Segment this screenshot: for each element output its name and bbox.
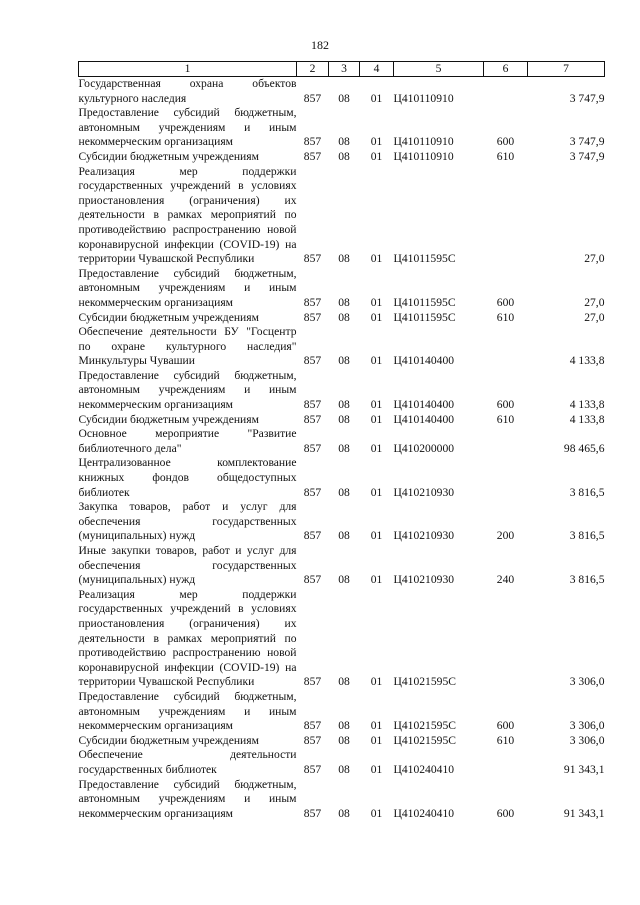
row-section: 08 [338,573,350,587]
row-target-article: Ц410210930 [393,573,455,587]
row-subsection: 01 [370,398,383,412]
table-header [79,62,605,77]
table-row [79,427,605,456]
row-target-article: Ц410210930 [393,529,455,543]
row-section: 08 [338,719,350,733]
row-admin-code: 857 [303,398,322,412]
budget-table [78,61,605,821]
row-section: 08 [338,149,350,163]
header-col-7: 7 [528,62,605,77]
row-name: Закупка товаров, работ и услуг для обеспечения государственных (муниципальных) нужд [78,500,297,543]
row-admin-code: 857 [303,529,322,543]
header-col-4: 4 [360,62,394,77]
row-section: 08 [338,91,350,105]
row-name: Субсидии бюджетным учреждениям [78,412,259,426]
row-target-article: Ц410110910 [393,91,454,105]
row-target-article: Ц41011595С [393,310,456,324]
row-amount: 98 465,6 [563,441,605,455]
row-expense-type: 600 [496,135,515,149]
row-subsection: 01 [370,310,383,324]
table-row [79,690,605,734]
row-subsection: 01 [370,252,383,266]
row-expense-type: 240 [496,573,515,587]
row-admin-code: 857 [303,135,322,149]
row-amount: 27,0 [584,310,605,324]
row-admin-code: 857 [303,295,322,309]
row-subsection: 01 [370,441,383,455]
row-target-article: Ц410240410 [393,762,455,776]
row-admin-code: 857 [303,149,322,163]
row-section: 08 [338,310,350,324]
row-subsection: 01 [370,733,383,747]
row-target-article: Ц41021595С [393,675,456,689]
row-expense-type [484,77,528,107]
row-section: 08 [338,529,350,543]
row-target-article: Ц410200000 [393,441,455,455]
row-expense-type: 600 [496,806,515,820]
table-row [79,165,605,267]
row-admin-code: 857 [303,675,322,689]
row-subsection: 01 [370,719,383,733]
table-row [79,150,605,165]
row-admin-code: 857 [303,762,322,776]
row-name: Предоставление субсидий бюджетным, автономным учреждениям и иным некоммерческим организациям [78,106,297,149]
row-expense-type: 610 [496,733,515,747]
row-amount: 91 343,1 [563,762,605,776]
row-subsection: 01 [370,295,383,309]
row-admin-code: 857 [303,485,322,499]
row-section: 08 [338,252,350,266]
row-subsection: 01 [370,354,383,368]
row-amount: 91 343,1 [563,806,605,820]
row-subsection: 01 [370,529,383,543]
row-name: Государственная охрана объектов культурного наследия [78,77,297,105]
table-row [79,778,605,822]
table-row [79,588,605,690]
row-target-article: Ц410140400 [393,354,455,368]
page-number: 182 [311,38,329,52]
table-row [79,413,605,428]
row-target-article: Ц41011595С [393,295,456,309]
row-target-article: Ц410210930 [393,485,455,499]
row-expense-type: 610 [496,310,515,324]
row-name: Иные закупки товаров, работ и услуг для обеспечения государственных (муниципальных) нужд [78,544,297,587]
row-expense-type: 600 [496,719,515,733]
row-amount: 3 816,5 [569,485,605,499]
row-amount: 3 747,9 [569,91,605,105]
row-name: Предоставление субсидий бюджетным, автономным учреждениям и иным некоммерческим организациям [78,777,297,820]
row-admin-code: 857 [303,733,322,747]
row-expense-type: 610 [496,149,515,163]
table-row [79,734,605,749]
header-col-6: 6 [484,62,528,77]
row-section: 08 [338,295,350,309]
row-amount: 3 747,9 [569,149,605,163]
row-name: Предоставление субсидий бюджетным, автономным учреждениям и иным некоммерческим организациям [78,266,297,309]
row-expense-type [484,456,528,500]
table-row [79,77,605,107]
row-target-article: Ц41021595С [393,733,456,747]
row-section: 08 [338,412,350,426]
table-row [79,325,605,369]
row-name: Реализация мер поддержки государственных учреждений в условиях приостановления (ограничения) их деятельности в рамках мероприятий по противодействию распространению новой коронавирусной инфекции (COVID-19) на территории Чувашской Республики [78,164,297,266]
row-subsection: 01 [370,412,383,426]
row-amount: 4 133,8 [569,412,605,426]
row-name: Основное мероприятие "Развитие библиотечного дела" [78,427,297,455]
row-expense-type [484,588,528,690]
row-expense-type: 610 [496,412,515,426]
row-target-article: Ц410140400 [393,412,455,426]
row-expense-type: 600 [496,295,515,309]
row-admin-code: 857 [303,806,322,820]
row-admin-code: 857 [303,354,322,368]
row-target-article: Ц41011595С [393,252,456,266]
row-expense-type [484,325,528,369]
row-expense-type: 600 [496,398,515,412]
row-subsection: 01 [370,149,383,163]
row-section: 08 [338,806,350,820]
row-name: Реализация мер поддержки государственных учреждений в условиях приостановления (ограничения) их деятельности в рамках мероприятий по противодействию распространению новой коронавирусной инфекции (COVID-19) на территории Чувашской Республики [78,587,297,689]
row-expense-type: 200 [496,529,515,543]
table-row [79,748,605,777]
row-expense-type [484,427,528,456]
row-admin-code: 857 [303,252,322,266]
table-row [79,369,605,413]
row-name: Предоставление субсидий бюджетным, автономным учреждениям и иным некоммерческим организациям [78,368,297,412]
row-amount: 3 816,5 [569,529,605,543]
table-row [79,311,605,326]
row-name: Централизованное комплектование книжных фондов общедоступных библиотек [78,456,297,499]
row-subsection: 01 [370,485,383,499]
row-section: 08 [338,762,350,776]
row-admin-code: 857 [303,573,322,587]
row-name: Субсидии бюджетным учреждениям [78,149,259,163]
row-target-article: Ц410140400 [393,398,455,412]
row-amount: 3 747,9 [569,135,605,149]
row-amount: 3 816,5 [569,573,605,587]
row-target-article: Ц410110910 [393,149,454,163]
row-subsection: 01 [370,91,383,105]
row-subsection: 01 [370,675,383,689]
row-section: 08 [338,398,350,412]
row-admin-code: 857 [303,310,322,324]
row-section: 08 [338,733,350,747]
table-row [79,106,605,150]
row-amount: 4 133,8 [569,354,605,368]
row-admin-code: 857 [303,412,322,426]
row-section: 08 [338,441,350,455]
row-section: 08 [338,485,350,499]
row-expense-type [484,165,528,267]
row-amount: 3 306,0 [569,733,605,747]
row-section: 08 [338,135,350,149]
row-admin-code: 857 [303,91,322,105]
header-row [79,62,605,77]
table-row [79,456,605,500]
table-row [79,544,605,588]
row-target-article: Ц410240410 [393,806,455,820]
row-subsection: 01 [370,135,383,149]
row-admin-code: 857 [303,441,322,455]
row-admin-code: 857 [303,719,322,733]
row-section: 08 [338,354,350,368]
row-amount: 27,0 [584,295,605,309]
row-name: Субсидии бюджетным учреждениям [78,310,259,324]
row-name: Предоставление субсидий бюджетным, автономным учреждениям и иным некоммерческим организациям [78,689,297,733]
header-col-5: 5 [394,62,484,77]
row-name: Субсидии бюджетным учреждениям [78,733,259,747]
row-subsection: 01 [370,573,383,587]
row-target-article: Ц410110910 [393,135,454,149]
header-col-2: 2 [297,62,329,77]
row-subsection: 01 [370,806,383,820]
row-amount: 4 133,8 [569,398,605,412]
row-amount: 3 306,0 [569,675,605,689]
table-row [79,267,605,311]
header-col-3: 3 [329,62,360,77]
row-amount: 3 306,0 [569,719,605,733]
table-row [79,500,605,544]
row-section: 08 [338,675,350,689]
row-amount: 27,0 [584,252,605,266]
row-name: Обеспечение деятельности БУ "Госцентр по охране культурного наследия" Минкультуры Чувашии [78,325,297,368]
row-name: Обеспечение деятельности государственных библиотек [78,748,297,776]
header-col-1: 1 [79,62,297,77]
row-expense-type [484,748,528,777]
row-target-article: Ц41021595С [393,719,456,733]
row-subsection: 01 [370,762,383,776]
table-body [79,77,605,822]
